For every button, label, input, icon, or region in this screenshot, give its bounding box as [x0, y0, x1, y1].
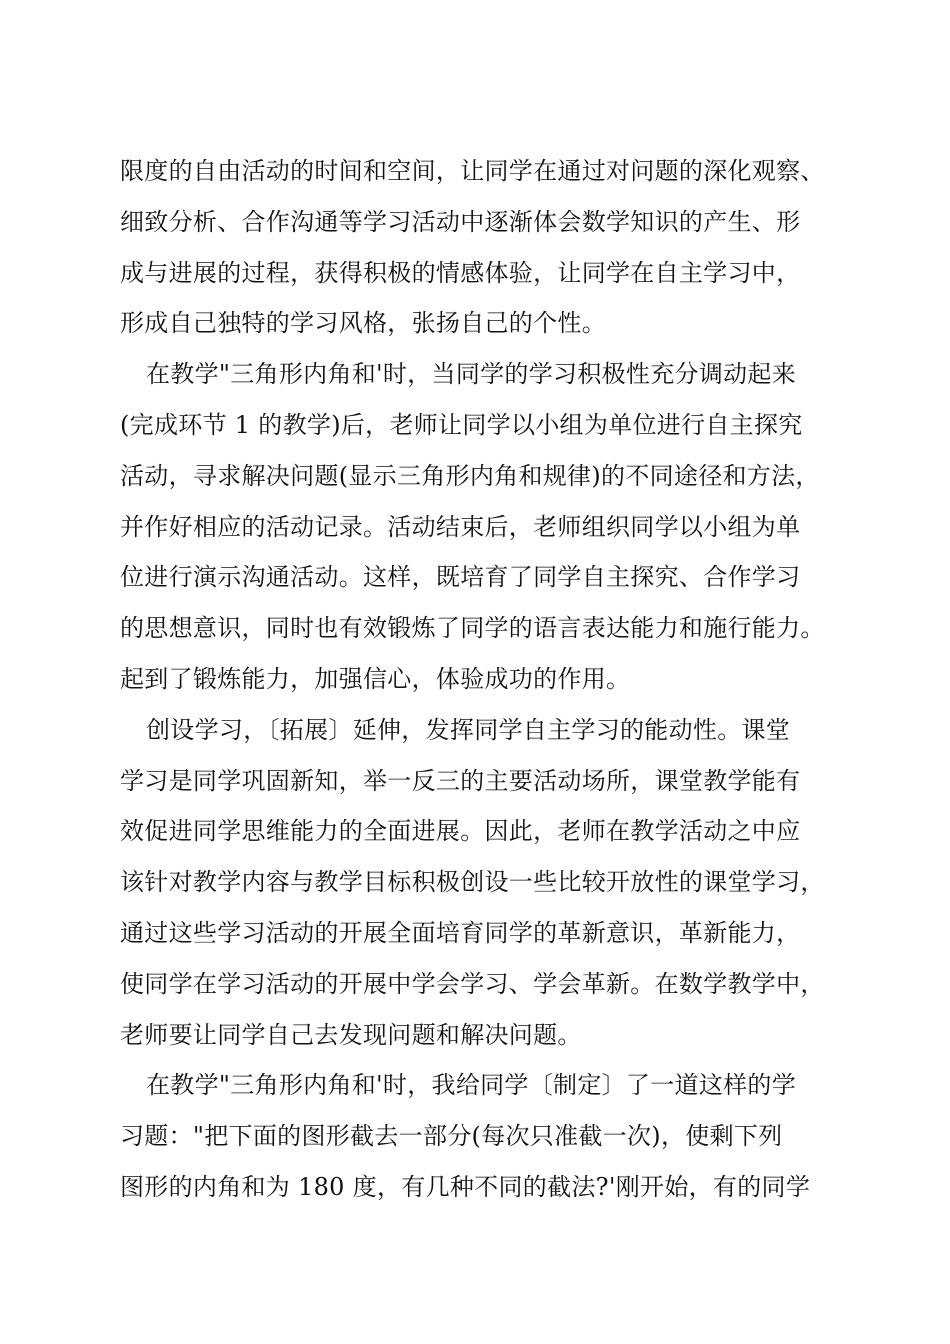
text-line: 限度的自由活动的时间和空间，让同学在通过对问题的深化观察、: [120, 157, 825, 185]
paragraph-start-line: 创设学习，〔拓展〕延伸，发挥同学自主学习的能动性。课堂: [146, 715, 791, 744]
text-line: 活动，寻求解决问题(显示三角形内角和规律)的不同途径和方法，: [120, 461, 820, 490]
text-line: 起到了锻炼能力，加强信心，体验成功的作用。: [120, 664, 631, 693]
text-line: 该针对教学内容与教学目标积极创设一些比较开放性的课堂学习，: [120, 868, 825, 897]
text-line: 形成自己独特的学习风格，张扬自己的个性。: [120, 309, 606, 338]
text-line: 老师要让同学自己去发现问题和解决问题。: [120, 1020, 582, 1049]
text-line: 成与进展的过程，获得积极的情感体验，让同学在自主学习中，: [120, 258, 801, 287]
text-line: 使同学在学习活动的开展中学会学习、学会革新。在数学教学中，: [120, 969, 825, 998]
text-line: 图形的内角和为 180 度，有几种不同的截法?'刚开始，有的同学: [120, 1172, 811, 1201]
paragraph-start-line: 在教学"三角形内角和'时，我给同学〔制定〕了一道这样的学: [146, 1071, 797, 1100]
text-line: 位进行演示沟通活动。这样，既培育了同学自主探究、合作学习: [120, 563, 801, 592]
text-line: 效促进同学思维能力的全面进展。因此，老师在教学活动之中应: [120, 817, 801, 846]
text-line: 习题："把下面的图形截去一部分(每次只准截一次)，使剩下列: [120, 1122, 783, 1151]
text-line: 并作好相应的活动记录。活动结束后，老师组织同学以小组为单: [120, 512, 801, 541]
text-line: 细致分析、合作沟通等学习活动中逐渐体会数学知识的产生、形: [120, 207, 801, 236]
text-line: 学习是同学巩固新知，举一反三的主要活动场所，课堂教学能有: [120, 766, 801, 795]
text-line: 通过这些学习活动的开展全面培育同学的革新意识，革新能力，: [120, 918, 801, 947]
text-line: 的思想意识，同时也有效锻炼了同学的语言表达能力和施行能力。: [120, 614, 825, 643]
paragraph-start-line: 在教学"三角形内角和'时，当同学的学习积极性充分调动起来: [146, 360, 797, 389]
body-text: [120, 146, 850, 1213]
text-line: (完成环节 1 的教学)后，老师让同学以小组为单位进行自主探究: [120, 410, 803, 439]
